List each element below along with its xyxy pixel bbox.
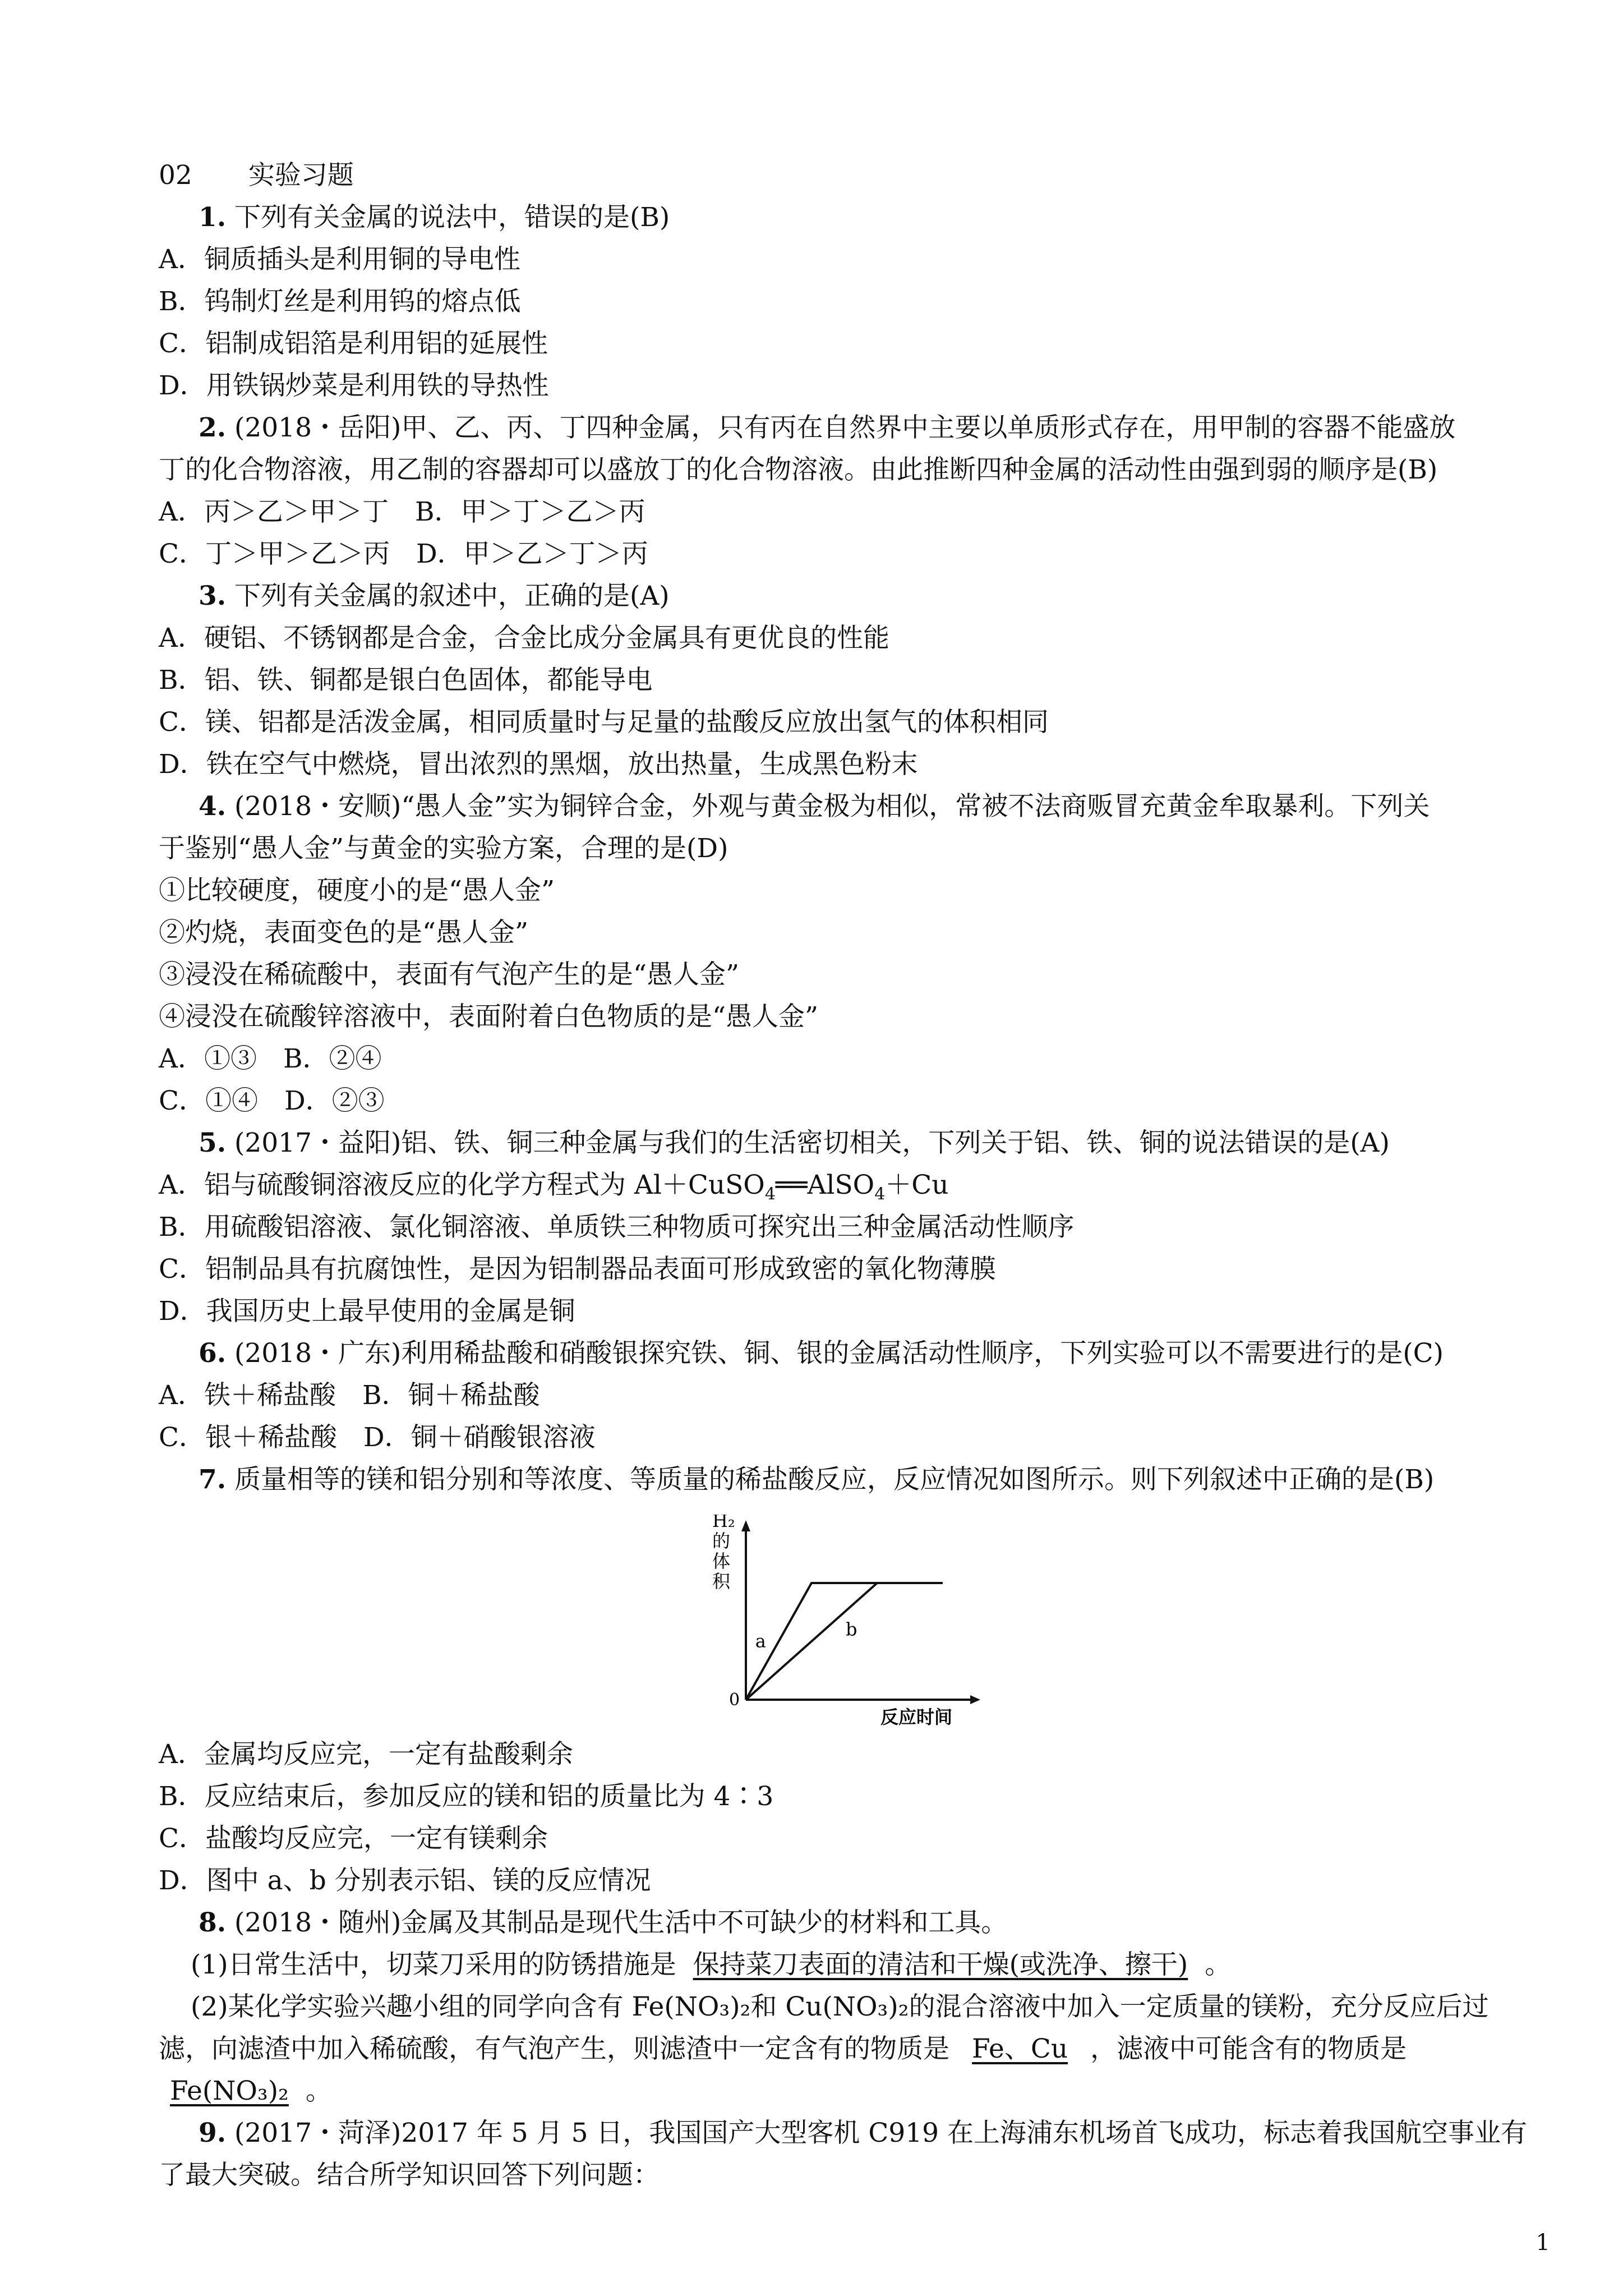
question-7 [199, 1463, 1434, 1497]
equals-sign: ══ [775, 1170, 808, 1200]
option-row: C．①④ D．②③ [159, 1085, 385, 1116]
question-number: 5. [199, 1128, 227, 1158]
section-code: 02 [159, 160, 192, 191]
sub-question-2-answer [159, 2074, 332, 2108]
sub-question-1 [191, 1948, 1231, 1982]
x-axis-label: 反应时间 [880, 1706, 953, 1728]
option: A．硬铝、不锈钢都是合金，合金比成分金属具有更优良的性能 [159, 623, 889, 654]
question-number: 3. [199, 581, 227, 611]
section-title: 实验习题 [248, 160, 354, 191]
question-stem: (2018・安顺)“愚人金”实为铜锌合金，外观与黄金极为相似，常被不法商贩冒充黄金牟取暴利。下列关 [234, 791, 1430, 822]
subscript: 4 [764, 1184, 776, 1204]
question-5 [199, 1126, 1390, 1160]
question-stem-cont: 丁的化合物溶液，用乙制的容器却可以盛放丁的化合物溶液。由此推断四种金属的活动性由强到弱的顺序是(B) [159, 454, 1438, 485]
question-stem: 质量相等的镁和铝分别和等浓度、等质量的稀盐酸反应，反应情况如图所示。则下列叙述中正确的是(B) [234, 1464, 1435, 1495]
question-number: 8. [199, 1907, 227, 1938]
option: D．我国历史上最早使用的金属是铜 [159, 1296, 575, 1327]
option-row: A．丙＞乙＞甲＞丁 B．甲＞丁＞乙＞丙 [159, 496, 645, 527]
option: B．用硫酸铝溶液、氯化铜溶液、单质铁三种物质可探究出三种金属活动性顺序 [159, 1212, 1075, 1243]
question-number: 6. [199, 1338, 227, 1369]
option-text: AlSO [807, 1170, 875, 1200]
sub-question-text: (1)日常生活中，切菜刀采用的防锈措施是 [191, 1949, 676, 1980]
section-heading [159, 159, 354, 192]
sub-question-text: ，滤液中可能含有的物质是 [1090, 2033, 1407, 2064]
y-axis-label: H₂ 的体积 [712, 1515, 735, 1592]
question-8 [199, 1906, 1007, 1940]
question-number: 4. [199, 791, 227, 822]
option: A．铜质插头是利用铜的导电性 [159, 244, 520, 275]
question-stem-cont: 于鉴别“愚人金”与黄金的实验方案，合理的是(D) [159, 833, 728, 864]
option-text: A．铝与硫酸铜溶液反应的化学方程式为 Al＋CuSO [159, 1170, 765, 1200]
series-label-b: b [845, 1618, 857, 1640]
option: D．图中 a、b 分别表示铝、镁的反应情况 [159, 1865, 651, 1896]
series-line-a [746, 1583, 943, 1700]
list-item: ①比较硬度，硬度小的是“愚人金” [159, 875, 555, 906]
option-text: ＋Cu [885, 1170, 949, 1200]
question-stem: (2018・广东)利用稀盐酸和硝酸银探究铁、铜、银的金属活动性顺序，下列实验可以不需要进行的是(C) [234, 1338, 1444, 1369]
question-stem: (2018・随州)金属及其制品是现代生活中不可缺少的材料和工具。 [234, 1907, 1008, 1938]
sub-question-2: (2)某化学实验兴趣小组的同学向含有 Fe(NO₃)₂和 Cu(NO₃)₂的混合溶液中加入一定质量的镁粉，充分反应后过 [191, 1991, 1489, 2022]
subscript: 4 [874, 1184, 886, 1204]
option: C．铝制成铝箔是利用铝的延展性 [159, 328, 548, 359]
question-stem-cont: 了最大突破。结合所学知识回答下列问题： [159, 2160, 660, 2191]
option: B．钨制灯丝是利用钨的熔点低 [159, 286, 521, 317]
answer-blank: Fe(NO₃)₂ [170, 2076, 289, 2106]
option: A．金属均反应完，一定有盐酸剩余 [159, 1739, 573, 1770]
option-row: A．①③ B．②④ [159, 1043, 382, 1074]
question-stem: 下列有关金属的叙述中，正确的是(A) [234, 581, 670, 611]
question-stem: (2017・益阳)铝、铁、铜三种金属与我们的生活密切相关，下列关于铝、铁、铜的说法错误的是(A) [234, 1128, 1390, 1158]
question-number: 7. [199, 1464, 227, 1495]
sub-question-text: 滤，向滤渣中加入稀硫酸，有气泡产生，则滤渣中一定含有的物质是 [159, 2033, 949, 2064]
option-row: C．丁＞甲＞乙＞丙 D．甲＞乙＞丁＞丙 [159, 539, 648, 569]
question-stem: (2017・菏泽)2017 年 5 月 5 日，我国国产大型客机 C919 在上海浦东机场首飞成功，标志着我国航空事业有 [234, 2118, 1527, 2148]
option: C．铝制品具有抗腐蚀性，是因为铝制器品表面可形成致密的氧化物薄膜 [159, 1254, 996, 1285]
sub-question-end: 。 [1205, 1949, 1232, 1980]
series-label-a: a [755, 1630, 766, 1652]
question-number: 2. [199, 412, 227, 443]
page-number: 1 [1536, 2230, 1550, 2256]
y-axis-arrow [741, 1520, 750, 1531]
option: C．镁、铝都是活泼金属，相同质量时与足量的盐酸反应放出氢气的体积相同 [159, 707, 1049, 738]
answer-blank: Fe、Cu [972, 2033, 1068, 2064]
origin-label: 0 [729, 1690, 740, 1710]
question-1 [199, 201, 670, 234]
option: B．铝、铁、铜都是银白色固体，都能导电 [159, 665, 653, 696]
option-equation [159, 1168, 949, 1211]
option-row: A．铁＋稀盐酸 B．铜＋稀盐酸 [159, 1380, 540, 1411]
list-item: ②灼烧，表面变色的是“愚人金” [159, 917, 529, 948]
question-2 [199, 411, 1455, 445]
question-6 [199, 1337, 1444, 1370]
series-layer [746, 1583, 943, 1700]
option: C．盐酸均反应完，一定有镁剩余 [159, 1823, 548, 1854]
list-item: ③浸没在稀硫酸中，表面有气泡产生的是“愚人金” [159, 959, 740, 990]
answer-blank: 保持菜刀表面的清洁和干燥(或洗净、擦干) [693, 1949, 1188, 1980]
option: B．反应结束后，参加反应的镁和铝的质量比为 4∶3 [159, 1781, 774, 1812]
list-item: ④浸没在硫酸锌溶液中，表面附着白色物质的是“愚人金” [159, 1001, 819, 1032]
option: D．用铁锅炒菜是利用铁的导热性 [159, 370, 549, 401]
question-3 [199, 579, 670, 613]
sub-question-2-cont [159, 2032, 1407, 2066]
question-9 [199, 2116, 1527, 2150]
series-line-b [746, 1583, 943, 1700]
option-row: C．银＋稀盐酸 D．铜＋硝酸银溶液 [159, 1422, 596, 1453]
question-stem: (2018・岳阳)甲、乙、丙、丁四种金属，只有丙在自然界中主要以单质形式存在，用甲制的容器不能盛放 [234, 412, 1456, 443]
question-number: 9. [199, 2118, 227, 2148]
option: D．铁在空气中燃烧，冒出浓烈的黑烟，放出热量，生成黑色粉末 [159, 749, 918, 780]
question-4 [199, 790, 1430, 823]
sub-question-end: 。 [305, 2076, 332, 2106]
question-number: 1. [199, 202, 227, 233]
question-stem: 下列有关金属的说法中，错误的是(B) [234, 202, 670, 233]
x-axis-arrow [970, 1695, 980, 1704]
reaction-chart [707, 1515, 998, 1728]
